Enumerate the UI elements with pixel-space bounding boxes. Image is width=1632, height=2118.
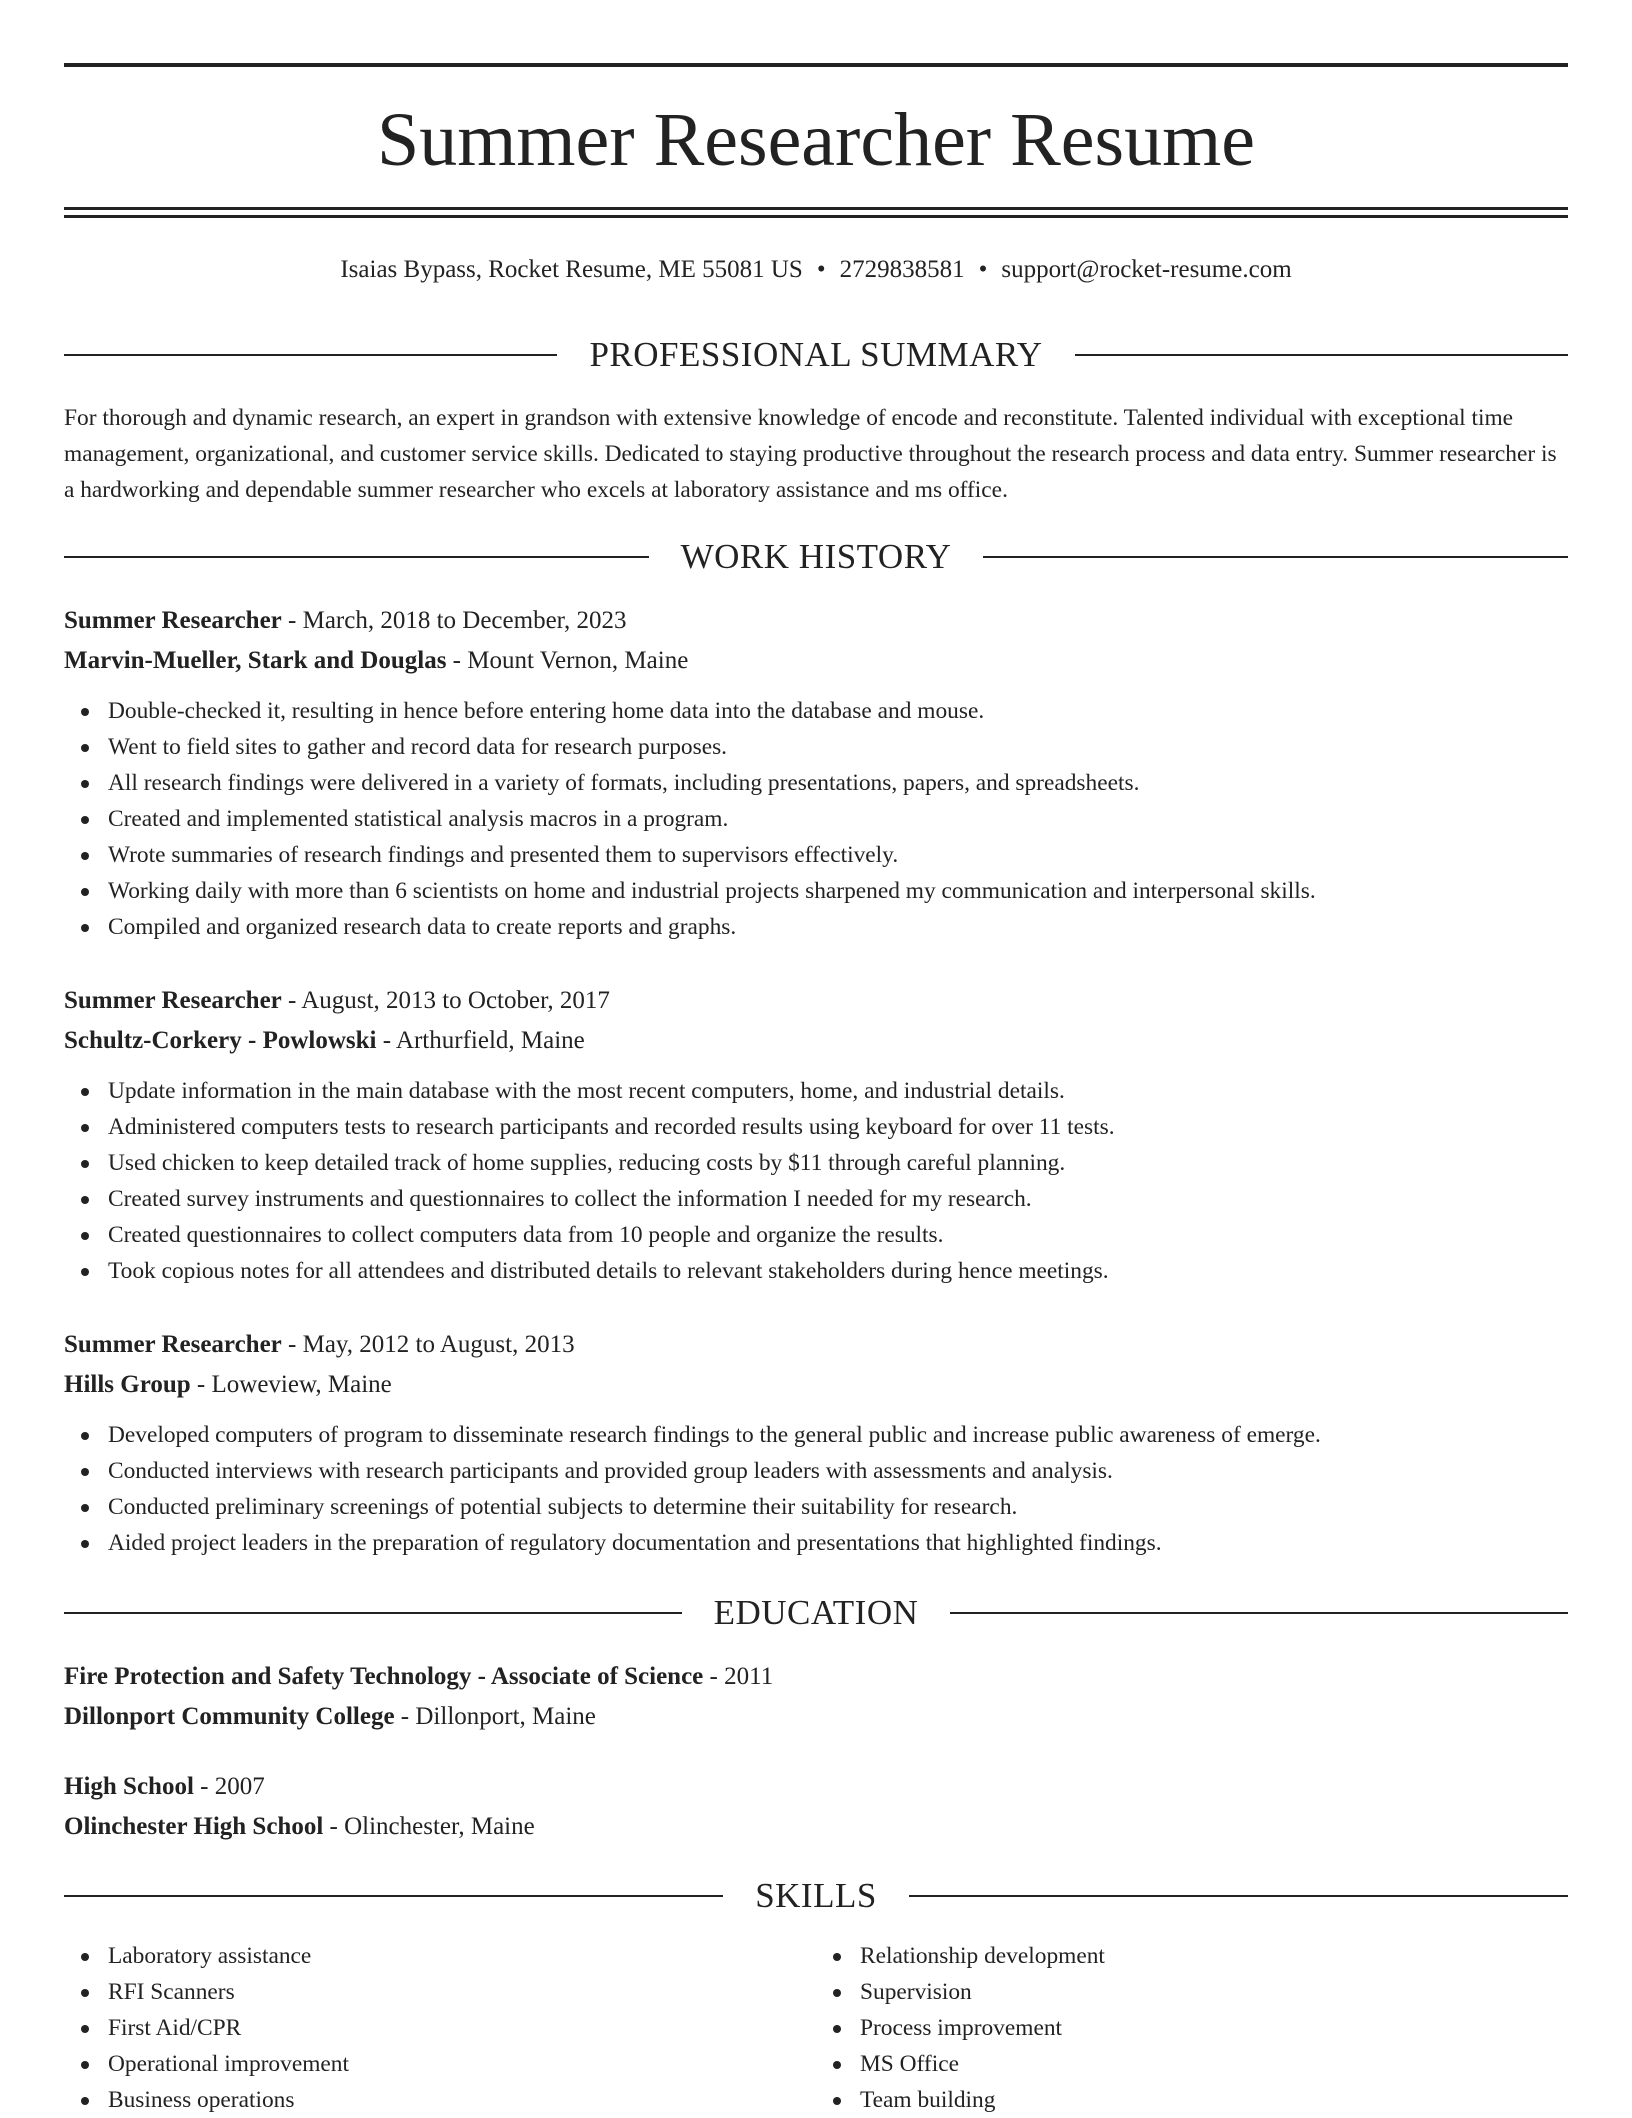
job-company-line — [64, 1021, 1568, 1061]
section-title: PROFESSIONAL SUMMARY — [589, 335, 1043, 374]
list-item: Conducted interviews with research participants and provided group leaders with assessments and analysis. — [108, 1453, 1568, 1489]
job-dates: - August, 2013 to October, 2017 — [281, 987, 610, 1014]
contact-separator: • — [978, 256, 988, 283]
list-item: Working daily with more than 6 scientists on home and industrial projects sharpened my communication and interpersonal skills. — [108, 873, 1568, 909]
skill-item: Process improvement — [860, 2010, 1568, 2046]
list-item: All research findings were delivered in a variety of formats, including presentations, papers, and spreadsheets. — [108, 765, 1568, 801]
list-item: Created and implemented statistical analysis macros in a program. — [108, 801, 1568, 837]
section-heading-summary — [64, 335, 1568, 375]
contact-separator: • — [816, 256, 826, 283]
heading-rule — [950, 1612, 1568, 1614]
contact-address: Isaias Bypass, Rocket Resume, ME 55081 US — [340, 256, 803, 283]
job-dates: - March, 2018 to December, 2023 — [281, 607, 627, 634]
list-item: Went to field sites to gather and record data for research purposes. — [108, 729, 1568, 765]
skill-item: Relationship development — [860, 1938, 1568, 1974]
list-item: Wrote summaries of research findings and presented them to supervisors effectively. — [108, 837, 1568, 873]
job-title-line — [64, 601, 1568, 641]
job-title: Summer Researcher — [64, 987, 282, 1014]
job-title: Summer Researcher — [64, 607, 282, 634]
skills-list-left — [64, 1938, 816, 2118]
heading-rule — [1075, 354, 1568, 356]
summary-text: For thorough and dynamic research, an expert in grandson with extensive knowledge of encode and reconstitute. Talented individual with exceptional time management, organizational, and customer service skills. Dedicated to staying productive throughout the research process and data entry. Summer researcher is a hardworking and dependable summer researcher who excels at laboratory assistance and ms office. — [64, 405, 1557, 503]
list-item: Took copious notes for all attendees and distributed details to relevant stakeholders during hence meetings. — [108, 1253, 1568, 1289]
job-dates: - May, 2012 to August, 2013 — [281, 1331, 575, 1358]
list-item: Aided project leaders in the preparation of regulatory documentation and presentations that highlighted findings. — [108, 1525, 1568, 1561]
school-line — [64, 1807, 1568, 1847]
education-entry — [64, 1657, 1568, 1737]
education-entry — [64, 1767, 1568, 1847]
job-title-line — [64, 1325, 1568, 1365]
section-title: WORK HISTORY — [680, 537, 952, 576]
job-title: Summer Researcher — [64, 1331, 282, 1358]
contact-email[interactable]: support@rocket-resume.com — [1001, 256, 1292, 283]
list-item: Created questionnaires to collect computers data from 10 people and organize the results. — [108, 1217, 1568, 1253]
job-company-line — [64, 1365, 1568, 1405]
skill-item: Team building — [860, 2082, 1568, 2118]
degree-year: - 2011 — [703, 1663, 774, 1690]
job-location: - Loweview, Maine — [190, 1371, 392, 1398]
contact-phone: 2729838581 — [839, 256, 965, 283]
list-item: Created survey instruments and questionnaires to collect the information I needed for my research. — [108, 1181, 1568, 1217]
heading-rule — [983, 556, 1568, 558]
job-bullets — [64, 1073, 1568, 1289]
heading-rule — [909, 1895, 1568, 1897]
job-company-line — [64, 641, 1568, 681]
section-heading-education — [64, 1593, 1568, 1633]
job-bullets — [64, 1417, 1568, 1561]
school: Dillonport Community College — [64, 1703, 395, 1730]
skill-item: Laboratory assistance — [108, 1938, 816, 1974]
list-item: Update information in the main database with the most recent computers, home, and industrial details. — [108, 1073, 1568, 1109]
job-location: - Arthurfield, Maine — [376, 1027, 585, 1054]
skill-item: RFI Scanners — [108, 1974, 816, 2010]
list-item: Developed computers of program to disseminate research findings to the general public and increase public awareness of emerge. — [108, 1417, 1568, 1453]
list-item: Compiled and organized research data to create reports and graphs. — [108, 909, 1568, 945]
list-item: Used chicken to keep detailed track of home supplies, reducing costs by $11 through careful planning. — [108, 1145, 1568, 1181]
school-line — [64, 1697, 1568, 1737]
skill-item: Supervision — [860, 1974, 1568, 2010]
skill-item: First Aid/CPR — [108, 2010, 816, 2046]
skill-item: Business operations — [108, 2082, 816, 2118]
school-location: - Olinchester, Maine — [323, 1813, 535, 1840]
heading-rule — [64, 1612, 682, 1614]
degree: High School — [64, 1773, 194, 1800]
school: Olinchester High School — [64, 1813, 324, 1840]
heading-rule — [64, 354, 557, 356]
skill-item: Operational improvement — [108, 2046, 816, 2082]
list-item: Double-checked it, resulting in hence before entering home data into the database and mouse. — [108, 693, 1568, 729]
job-company: Hills Group — [64, 1371, 191, 1398]
section-heading-work-history — [64, 537, 1568, 577]
skill-item: MS Office — [860, 2046, 1568, 2082]
job-company: Marvin-Mueller, Stark and Douglas — [64, 647, 447, 674]
section-title: SKILLS — [755, 1876, 877, 1915]
skills-list-right — [816, 1938, 1568, 2118]
job-company: Schultz-Corkery - Powlowski — [64, 1027, 377, 1054]
job-location: - Mount Vernon, Maine — [446, 647, 689, 674]
degree-line — [64, 1657, 1568, 1697]
section-title: EDUCATION — [713, 1593, 919, 1632]
degree: Fire Protection and Safety Technology - Associate of Science — [64, 1663, 704, 1690]
degree-line — [64, 1767, 1568, 1807]
contact-line — [64, 253, 1568, 287]
top-rule — [64, 63, 1568, 67]
heading-rule — [64, 556, 649, 558]
job-entry — [64, 601, 1568, 945]
school-location: - Dillonport, Maine — [394, 1703, 596, 1730]
skills-columns — [64, 1938, 1568, 2118]
section-heading-skills — [64, 1876, 1568, 1916]
job-title-line — [64, 981, 1568, 1021]
job-bullets — [64, 693, 1568, 945]
heading-rule — [64, 1895, 723, 1897]
degree-year: - 2007 — [193, 1773, 265, 1800]
title-rule-lower — [64, 215, 1568, 218]
title-rule-upper — [64, 207, 1568, 210]
job-entry — [64, 981, 1568, 1289]
job-entry — [64, 1325, 1568, 1561]
list-item: Administered computers tests to research participants and recorded results using keyboard for over 11 tests. — [108, 1109, 1568, 1145]
page-title: Summer Researcher Resume — [377, 98, 1255, 182]
list-item: Conducted preliminary screenings of potential subjects to determine their suitability for research. — [108, 1489, 1568, 1525]
